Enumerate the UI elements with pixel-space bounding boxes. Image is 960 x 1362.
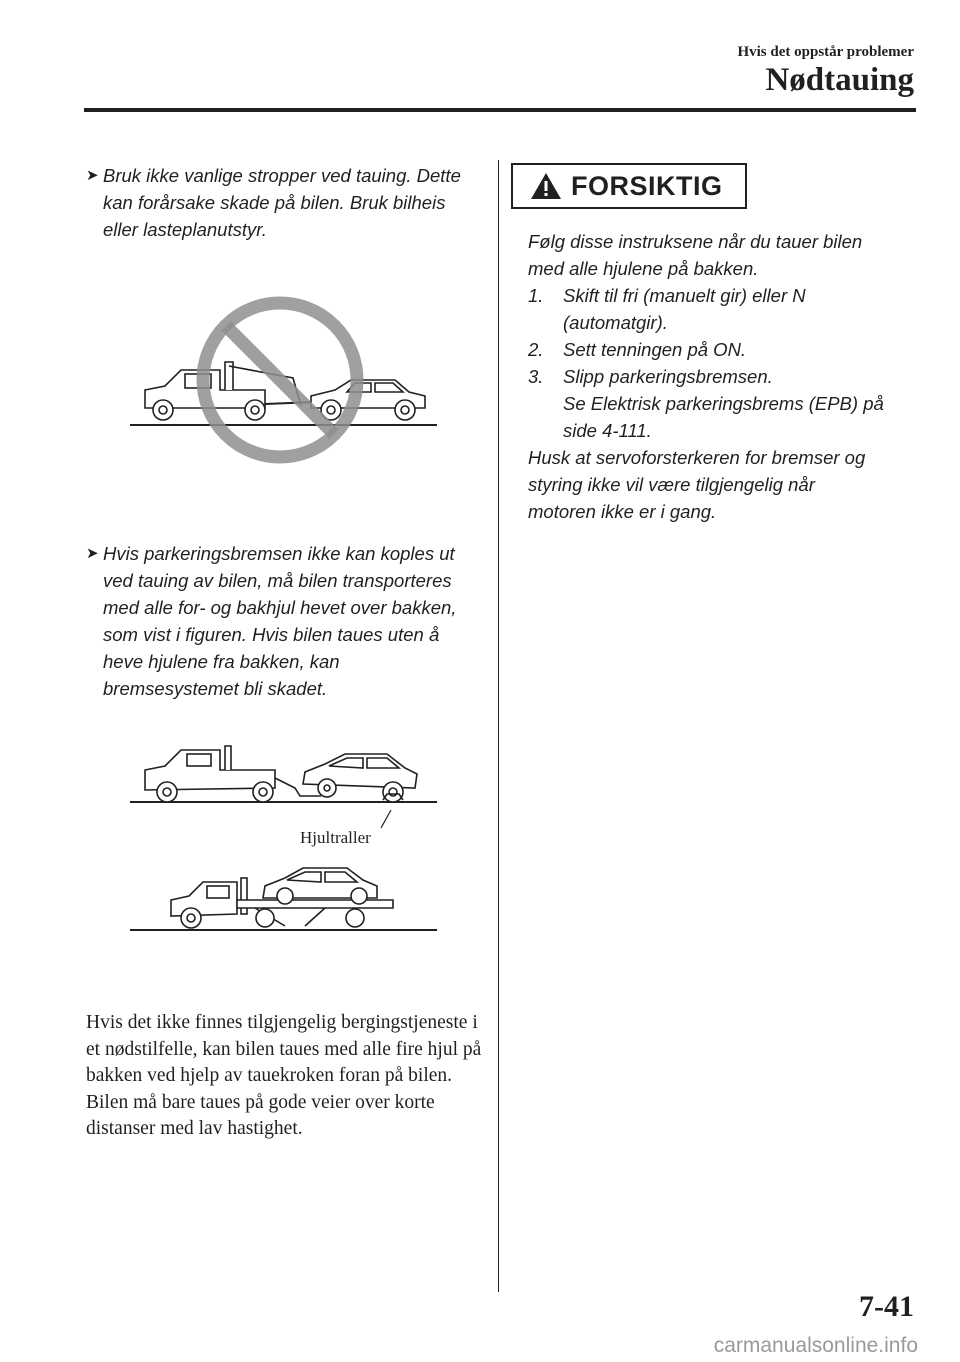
caution-step bbox=[528, 336, 908, 363]
figure-correct-towing bbox=[125, 740, 445, 940]
step-number: 1. bbox=[528, 285, 544, 306]
body-text bbox=[86, 1010, 486, 1143]
bullet-parking-brake bbox=[86, 540, 476, 702]
caution-step bbox=[528, 363, 908, 444]
caution-step bbox=[528, 282, 908, 336]
figure-label: Hjultraller bbox=[300, 828, 371, 847]
step-number: 3. bbox=[528, 366, 544, 387]
header-rule bbox=[84, 108, 916, 112]
figure-no-tow-strap bbox=[125, 290, 445, 475]
step-text: (automatgir). bbox=[563, 312, 668, 333]
section-header: Hvis det oppstår problemer bbox=[737, 44, 914, 60]
body-paragraph: Hvis det ikke finnes tilgjengelig bergingstjeneste i et nødstilfelle, kan bilen taues med alle fire hjul på bakken ved hjelp av tauekroken foran på bilen. bbox=[86, 1012, 482, 1086]
step-text: Sett tenningen på ON. bbox=[563, 339, 747, 360]
body-paragraph: Bilen må bare taues på gode veier over korte distanser med lav hastighet. bbox=[86, 1091, 435, 1139]
caution-line: styring ikke vil være tilgjengelig når bbox=[528, 474, 815, 495]
step-text: Slipp parkeringsbremsen. bbox=[563, 366, 773, 387]
step-text: side 4-111. bbox=[563, 420, 652, 441]
page-title: Nødtauing bbox=[765, 62, 914, 98]
caution-line: Følg disse instruksene når du tauer bilen bbox=[528, 231, 863, 252]
caution-line: motoren ikke er i gang. bbox=[528, 501, 717, 522]
step-number: 2. bbox=[528, 339, 544, 360]
caution-text bbox=[528, 228, 908, 525]
caution-badge bbox=[511, 163, 747, 209]
no-tow-strap-icon bbox=[125, 290, 445, 475]
bullet-arrow-icon: ➤ bbox=[86, 545, 99, 562]
watermark: carmanualsonline.info bbox=[713, 1334, 918, 1357]
column-divider bbox=[498, 160, 499, 1292]
bullet-text: Hvis parkeringsbremsen ikke kan koples ut ved tauing av bilen, må bilen transporteres med alle for- og bakhjul hevet over bakken, som vist i figuren. Hvis bilen taues uten å heve hjulene fra bakken, kan bremsesystemet bli skadet. bbox=[103, 543, 457, 699]
warning-triangle-icon bbox=[529, 171, 563, 201]
bullet-text: Bruk ikke vanlige stropper ved tauing. Dette kan forårsake skade på bilen. Bruk bilheis eller lasteplanutstyr. bbox=[103, 165, 461, 240]
caution-label: FORSIKTIG bbox=[571, 170, 723, 201]
tow-truck-illustration bbox=[125, 740, 445, 940]
step-text: Skift til fri (manuelt gir) eller N bbox=[563, 285, 806, 306]
caution-line: med alle hjulene på bakken. bbox=[528, 258, 759, 279]
caution-line: Husk at servoforsterkeren for bremser og bbox=[528, 447, 866, 468]
step-text: Se Elektrisk parkeringsbrems (EPB) på bbox=[563, 393, 884, 414]
bullet-no-straps bbox=[86, 162, 476, 243]
bullet-arrow-icon: ➤ bbox=[86, 167, 99, 184]
page-number: 7-41 bbox=[859, 1290, 914, 1323]
